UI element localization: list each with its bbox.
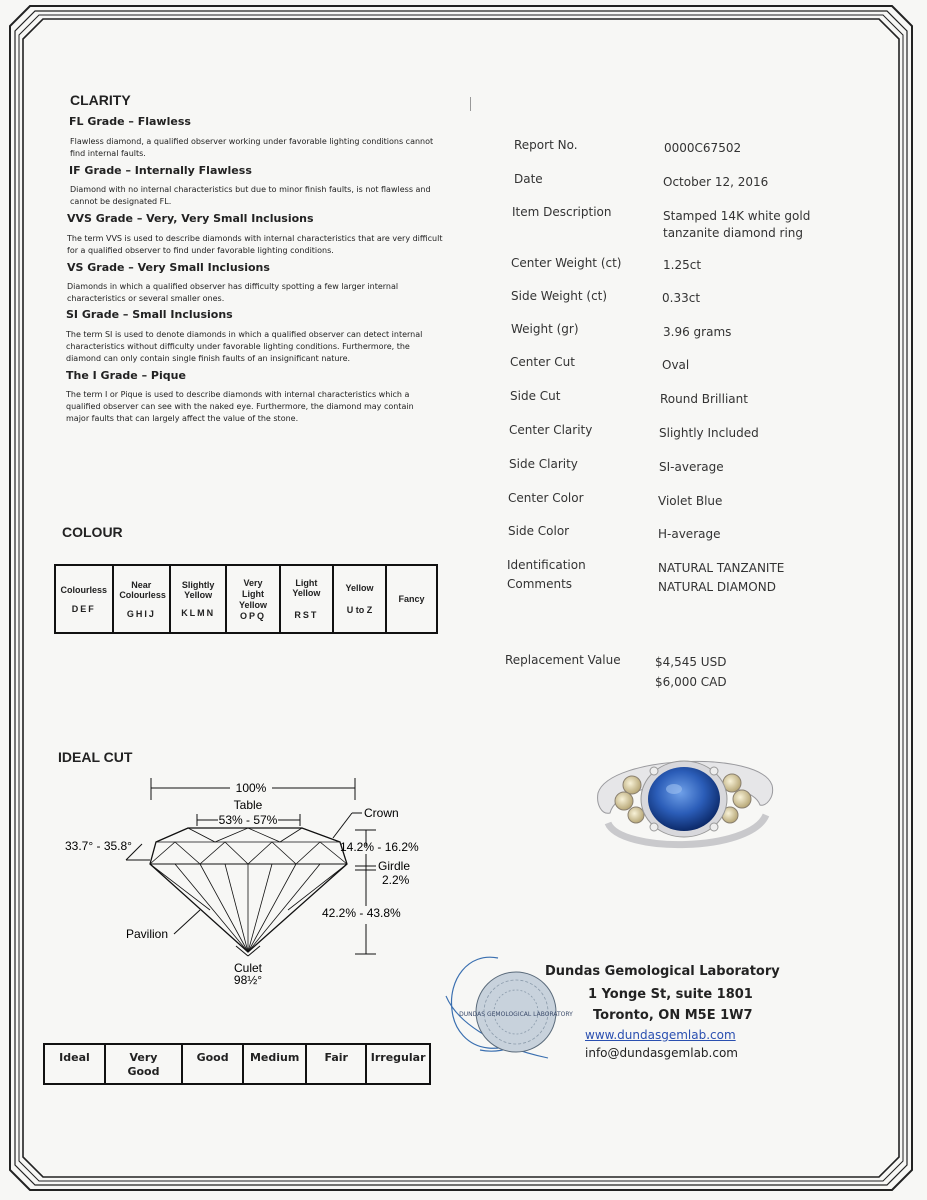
divider-tick (470, 97, 471, 111)
side-cut-value: Round Brilliant (660, 392, 748, 406)
report-no-value: 0000C67502 (664, 141, 742, 155)
cut-grade-medium: Medium (243, 1044, 306, 1084)
center-clarity-label: Center Clarity (509, 423, 593, 437)
side-clarity-label: Side Clarity (509, 457, 578, 471)
colour-range: U to Z (346, 605, 373, 615)
identification-label: Identification (507, 558, 586, 572)
grade-if-title: IF Grade – Internally Flawless (69, 164, 252, 177)
date-label: Date (514, 172, 543, 186)
diamond-proportions-diagram (50, 770, 440, 990)
colour-range: KLMN (181, 608, 216, 618)
grade-fl-title: FL Grade – Flawless (69, 115, 191, 128)
center-weight-value: 1.25ct (663, 258, 702, 272)
cut-grade-fair: Fair (306, 1044, 366, 1084)
grade-vs-title: VS Grade – Very Small Inclusions (67, 261, 270, 274)
colour-cell-colourless (55, 565, 113, 633)
table-range-label: 53% - 57% (218, 813, 278, 827)
center-cut-value: Oval (662, 358, 690, 372)
side-cut-label: Side Cut (510, 389, 561, 403)
colour-cell-light-yellow (280, 565, 333, 633)
center-color-label: Center Color (508, 491, 584, 505)
grade-vvs-title: VVS Grade – Very, Very Small Inclusions (67, 212, 314, 225)
weight-gr-label: Weight (gr) (511, 322, 579, 336)
clarity-heading: CLARITY (70, 92, 131, 108)
grade-si-title: SI Grade – Small Inclusions (66, 308, 233, 321)
pavilion-label: Pavilion (126, 927, 169, 941)
colour-cell-very-light-yellow (226, 565, 279, 633)
grade-vvs-desc: The term VVS is used to describe diamonds with internal characteristics that are very difficult for a qualified observer to find under favorable lighting conditions. (67, 234, 443, 255)
colour-cell-fancy (386, 565, 437, 633)
item-description-value: Stamped 14K white gold tanzanite diamond ring (663, 209, 811, 240)
colour-scale-table (54, 564, 438, 634)
seal-text: DUNDAS GEMOLOGICAL LABORATORY (459, 1011, 573, 1018)
colour-heading: COLOUR (62, 524, 123, 540)
center-color-value: Violet Blue (658, 494, 723, 508)
cut-grade-table (43, 1043, 431, 1085)
crown-label: Crown (364, 806, 399, 820)
item-description-label: Item Description (512, 205, 612, 219)
lab-name: Dundas Gemological Laboratory (545, 964, 780, 979)
weight-gr-value: 3.96 grams (663, 325, 732, 339)
grade-si-desc: The term SI is used to denote diamonds in which a qualified observer can detect internal characteristics without difficulty under favorable lighting conditions. Furthermore, the diamond can only contain single finish faults of an insignificant nature. (66, 330, 423, 363)
colour-range: GHIJ (126, 608, 156, 619)
colour-range: OPQ (240, 610, 267, 621)
replacement-value-label: Replacement Value (505, 653, 621, 667)
comments-value: NATURAL DIAMOND (658, 580, 776, 594)
side-weight-label: Side Weight (ct) (511, 289, 608, 303)
comments-label: Comments (507, 577, 573, 591)
colour-name: Light Yellow (292, 578, 321, 598)
grade-fl-desc: Flawless diamond, a qualified observer working under favorable lighting conditions cannot find internal faults. (70, 137, 434, 158)
lab-address-2: Toronto, ON M5E 1W7 (593, 1008, 753, 1023)
ideal-cut-heading: IDEAL CUT (58, 749, 133, 765)
center-clarity-value: Slightly Included (659, 426, 759, 440)
lab-address-1: 1 Yonge St, suite 1801 (588, 987, 753, 1002)
date-value: October 12, 2016 (663, 175, 769, 189)
pavilion-depth-label: 42.2% - 43.8% (322, 906, 401, 920)
side-color-value: H-average (658, 527, 721, 541)
grade-vs-desc: Diamonds in which a qualified observer has difficulty spotting a few larger internal characteristics or several smaller ones. (67, 282, 399, 303)
ring-photo (590, 735, 780, 860)
culet-label: Culet (233, 961, 263, 975)
colour-cell-near-colourless (113, 565, 170, 633)
side-weight-value: 0.33ct (662, 291, 701, 305)
colour-cell-yellow (333, 565, 386, 633)
colour-name: Fancy (398, 594, 425, 604)
colour-name: Colourless (60, 584, 108, 595)
replacement-cad-value: $6,000 CAD (655, 675, 727, 689)
crown-height-label: 14.2% - 16.2% (340, 840, 419, 854)
colour-range: RST (294, 610, 319, 620)
side-clarity-value: SI-average (659, 460, 724, 474)
girdle-label: Girdle (378, 859, 411, 873)
replacement-usd-value: $4,545 USD (655, 655, 727, 669)
colour-name: Slightly Yellow (181, 580, 215, 600)
report-no-label: Report No. (514, 138, 578, 152)
crown-angle-label: 33.7° - 35.8° (65, 839, 132, 853)
cut-grade-irregular: Irregular (366, 1044, 430, 1084)
cut-grade-very-good: Very Good (105, 1044, 182, 1084)
grade-i-title: The I Grade – Pique (66, 369, 186, 382)
center-weight-label: Center Weight (ct) (511, 256, 622, 270)
colour-range: DEF (71, 603, 96, 614)
colour-cell-slightly-yellow (170, 565, 226, 633)
lab-email: info@dundasgemlab.com (585, 1046, 738, 1060)
width-label: 100% (235, 781, 267, 795)
cut-grade-good: Good (182, 1044, 243, 1084)
colour-name: Near Colourless (119, 579, 166, 600)
side-color-label: Side Color (508, 524, 570, 538)
grade-if-desc: Diamond with no internal characteristics but due to minor finish faults, is not flawless and cannot be designated FL. (70, 185, 431, 206)
grade-i-desc: The term I or Pique is used to describe diamonds with internal characteristics which a qualified observer can see with the naked eye. Furthermore, the diamond may contain major faults that can largely affect the value of the stone. (66, 390, 414, 423)
identification-value: NATURAL TANZANITE (658, 561, 785, 575)
table-label: Table (233, 798, 263, 812)
colour-name: Yellow (345, 583, 374, 593)
girdle-value-label: 2.2% (382, 873, 410, 887)
lab-website-link[interactable]: www.dundasgemlab.com (585, 1028, 736, 1042)
cut-grade-ideal: Ideal (44, 1044, 105, 1084)
culet-value-label: 98½° (233, 973, 263, 987)
colour-name: Very Light Yellow (239, 577, 268, 610)
center-cut-label: Center Cut (510, 355, 575, 369)
